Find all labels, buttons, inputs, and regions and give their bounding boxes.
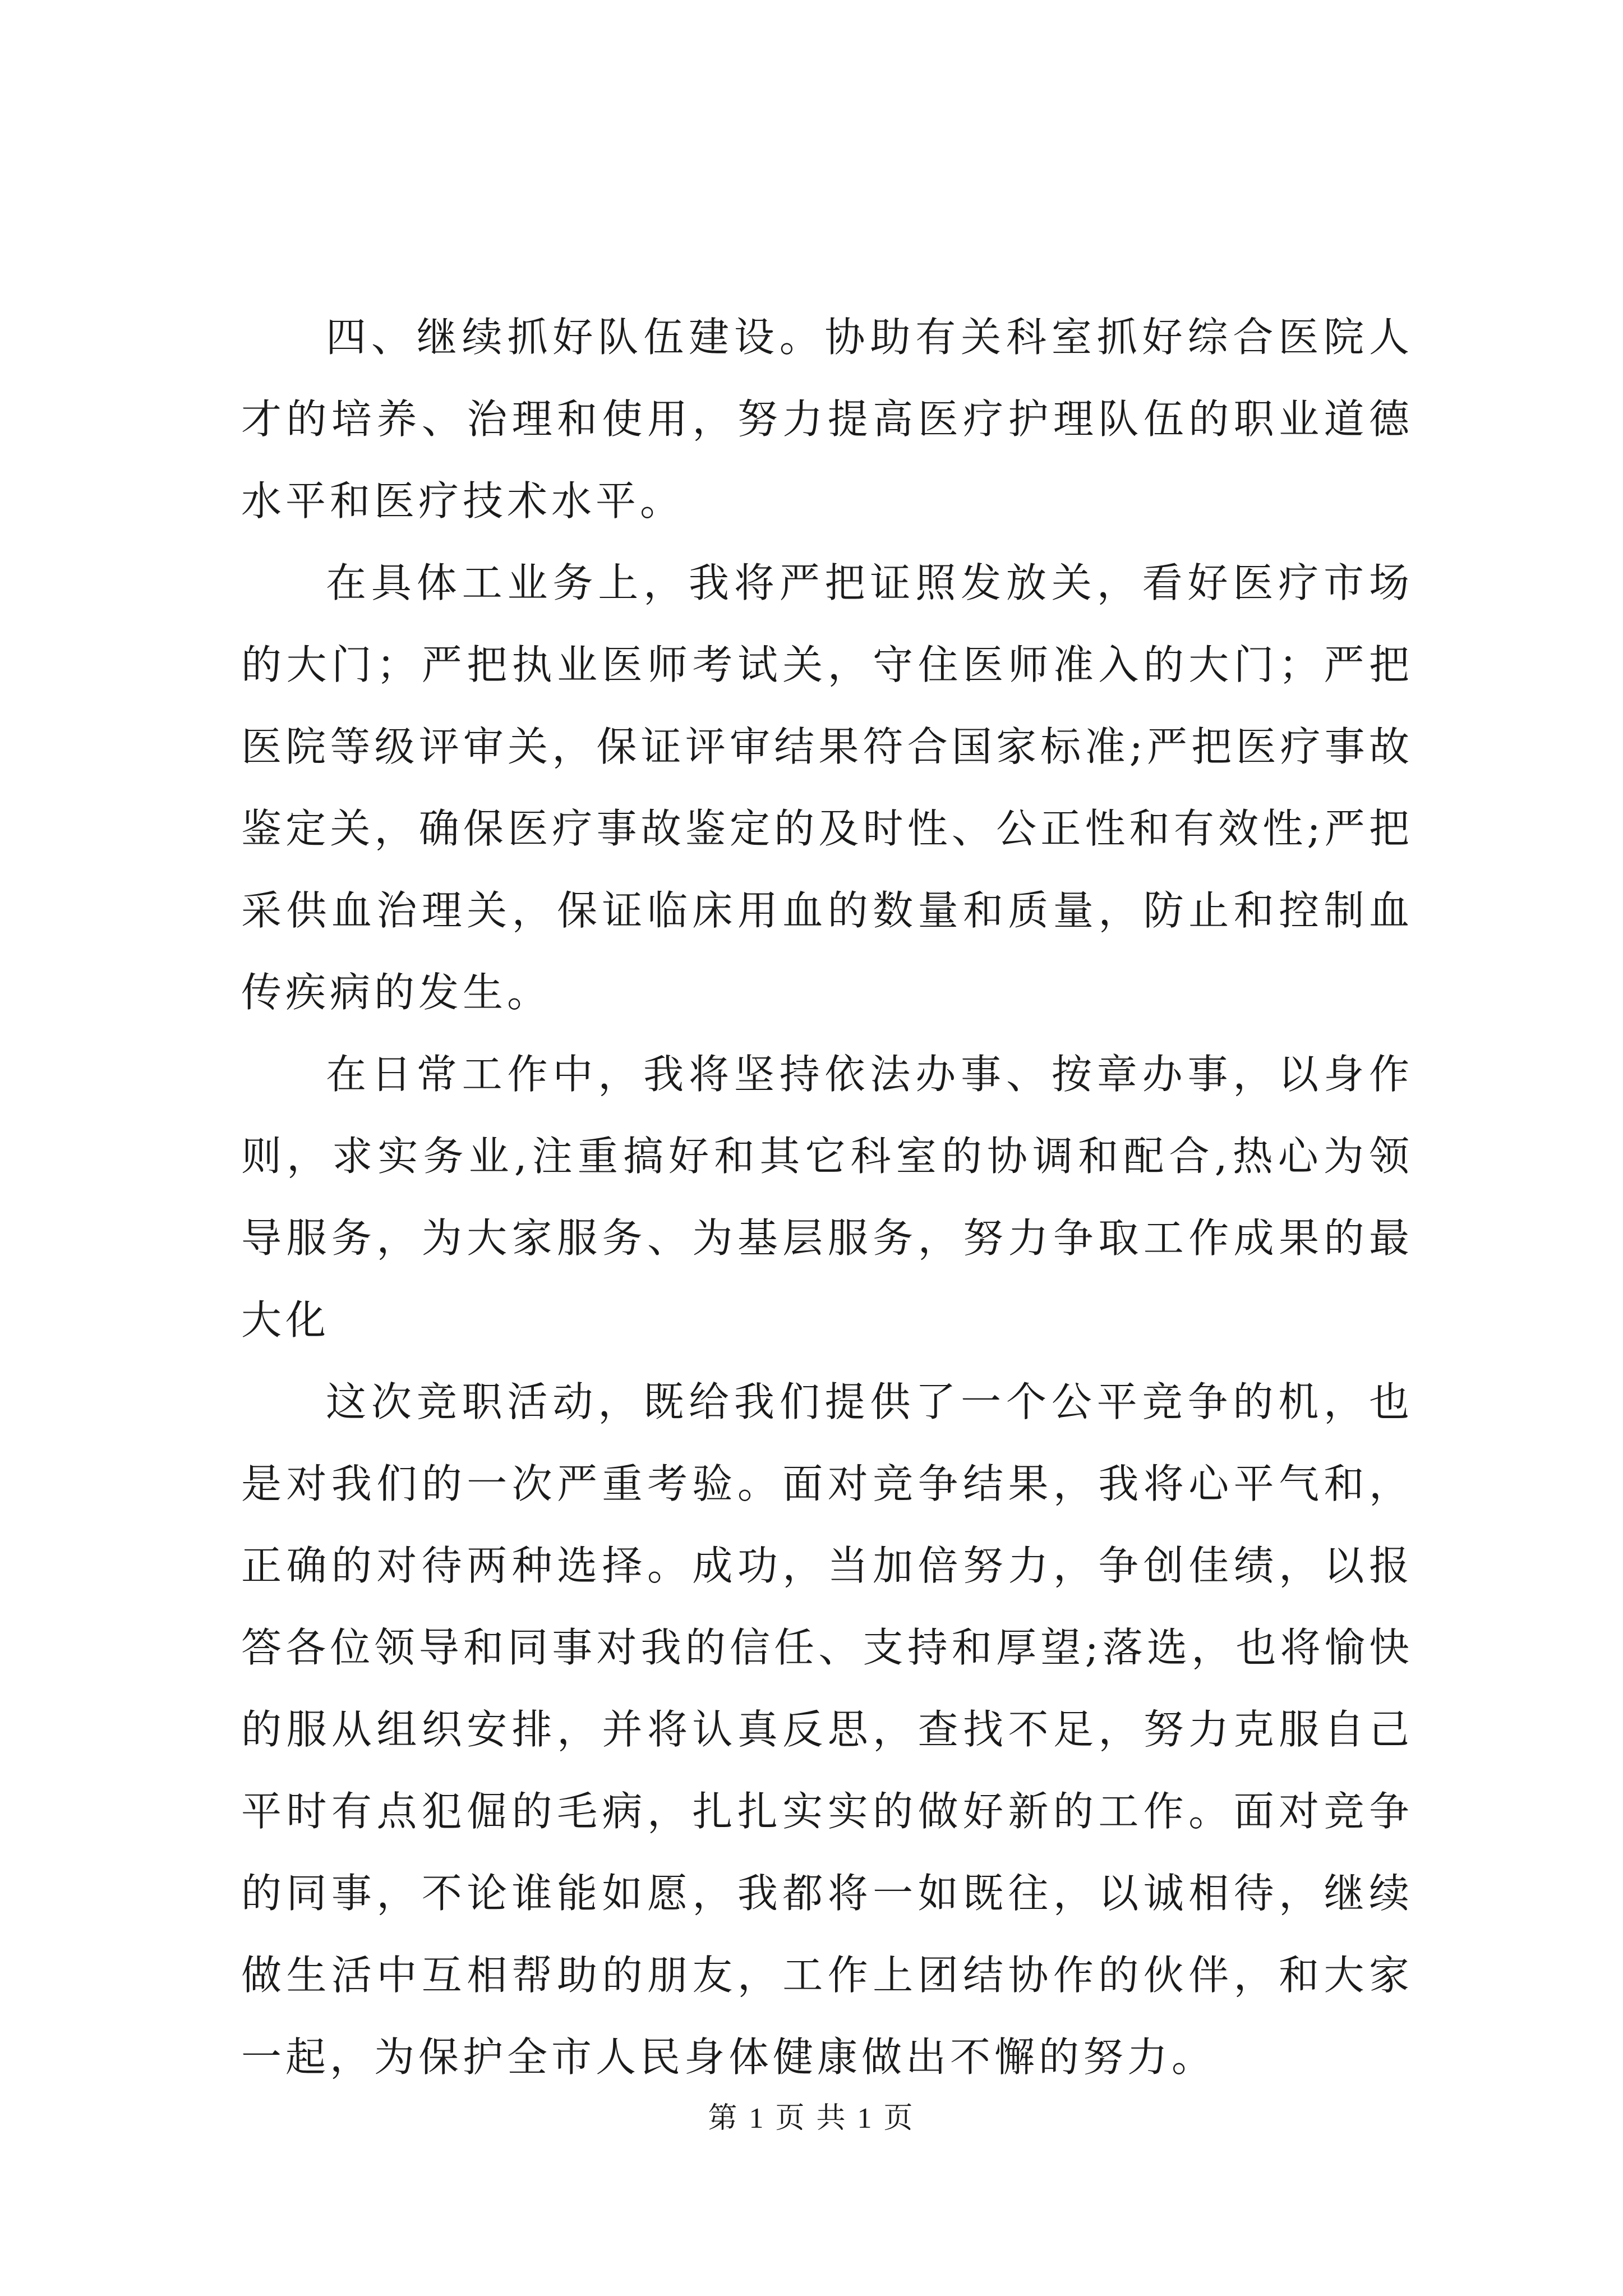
document-body [241, 296, 1413, 2098]
paragraph-team-building: 四、继续抓好队伍建设。协助有关科室抓好综合医院人才的培养、治理和使用，努力提高医疗护理队伍的职业道德水平和医疗技术水平。 [241, 314, 1413, 524]
page-number-footer: 第 1 页 共 1 页 [708, 2102, 915, 2134]
paragraph-closing-statement: 这次竞职活动，既给我们提供了一个公平竞争的机，也是对我们的一次严重考验。面对竞争结果，我将心平气和，正确的对待两种选择。成功，当加倍努力，争创佳绩，以报答各位领导和同事对我的信任、支持和厚望;落选，也将愉快的服从组织安排，并将认真反思，查找不足，努力克服自己平时有点犯倔的毛病，扎扎实实的做好新的工作。面对竞争的同事，不论谁能如愿，我都将一如既往，以诚相待，继续做生活中互相帮助的朋友，工作上团结协作的伙伴，和大家一起，为保护全市人民身体健康做出不懈的努力。 [241, 1378, 1413, 2081]
paragraph-specific-duties: 在具体工业务上，我将严把证照发放关，看好医疗市场的大门；严把执业医师考试关，守住医师准入的大门；严把医院等级评审关，保证评审结果符合国家标准;严把医疗事故鉴定关，确保医疗事故鉴定的及时性、公正性和有效性;严把采供血治理关，保证临床用血的数量和质量，防止和控制血传疾病的发生。 [241, 559, 1413, 1016]
paragraph-daily-work: 在日常工作中，我将坚持依法办事、按章办事，以身作则，求实务业,注重搞好和其它科室的协调和配合,热心为领导服务，为大家服务、为基层服务，努力争取工作成果的最大化 [241, 1051, 1413, 1343]
